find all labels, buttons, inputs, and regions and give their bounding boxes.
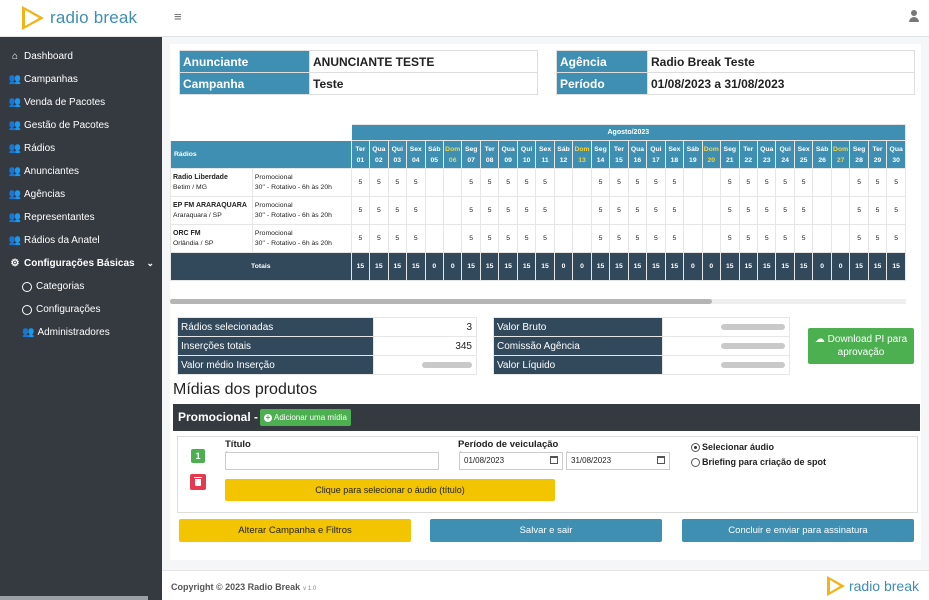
- insertion-cell[interactable]: 5: [757, 225, 775, 253]
- option-briefing-spot[interactable]: Briefing para criação de spot: [691, 457, 826, 467]
- topbar: [162, 0, 929, 37]
- total-cell: 15: [536, 253, 554, 281]
- anunciante-value: ANUNCIANTE TESTE: [310, 51, 538, 73]
- date-start-input[interactable]: 01/08/2023: [459, 452, 563, 470]
- insertion-cell[interactable]: 5: [665, 169, 683, 197]
- day-header: Qua 09: [499, 141, 517, 169]
- insertion-cell[interactable]: 5: [739, 197, 757, 225]
- users-icon: 👥: [8, 189, 22, 200]
- titulo-input[interactable]: [225, 452, 439, 470]
- insertion-cell[interactable]: [554, 197, 572, 225]
- day-header: Sáb 12: [554, 141, 572, 169]
- play-logo-icon: [22, 6, 44, 30]
- insertion-cell[interactable]: [813, 169, 831, 197]
- sidebar-subitem-administradores[interactable]: 👥 Administradores: [22, 327, 110, 338]
- insertion-cell[interactable]: 5: [480, 169, 498, 197]
- footer: [162, 570, 929, 600]
- insertion-cell[interactable]: [554, 225, 572, 253]
- insertion-cell[interactable]: 5: [628, 225, 646, 253]
- concluir-enviar-button[interactable]: Concluir e enviar para assinatura: [682, 519, 914, 542]
- sidebar-item-dashboard[interactable]: ⌂ Dashboard: [0, 45, 162, 68]
- insertion-cell[interactable]: 5: [499, 225, 517, 253]
- day-header: Qua 16: [628, 141, 646, 169]
- insertion-cell[interactable]: 5: [499, 169, 517, 197]
- insertion-cell[interactable]: [425, 169, 443, 197]
- insertion-cell[interactable]: 5: [370, 225, 388, 253]
- day-header: Seg 21: [721, 141, 739, 169]
- total-cell: 15: [739, 253, 757, 281]
- day-header: Ter 22: [739, 141, 757, 169]
- radio-name-cell: EP FM ARARAQUARA Araraquara / SP: [171, 197, 253, 225]
- insertion-cell[interactable]: 5: [794, 225, 812, 253]
- total-cell: 15: [794, 253, 812, 281]
- day-header: Seg 07: [462, 141, 480, 169]
- summary-left: [177, 317, 477, 375]
- insertion-cell[interactable]: 5: [517, 225, 535, 253]
- day-header: Ter 29: [868, 141, 886, 169]
- radios-selecionadas-value: 3: [374, 318, 477, 337]
- anunciante-label: Anunciante: [180, 51, 310, 73]
- valor-bruto-value: [663, 318, 790, 337]
- insertion-cell[interactable]: [702, 197, 720, 225]
- insertion-cell[interactable]: 5: [610, 225, 628, 253]
- day-header: Qua 02: [370, 141, 388, 169]
- redacted-value: [721, 343, 785, 349]
- media-number-badge: 1: [191, 449, 205, 463]
- program-cell: Promocional 30'' - Rotativo - 6h às 20h: [252, 169, 351, 197]
- periodo-veiculacao-label: Período de veiculação: [458, 439, 559, 450]
- day-header: Sex 11: [536, 141, 554, 169]
- day-header: Qui 03: [388, 141, 406, 169]
- total-cell: 15: [480, 253, 498, 281]
- insertion-cell[interactable]: [831, 169, 849, 197]
- table-row: [171, 197, 906, 225]
- table-row: [171, 225, 906, 253]
- total-cell: 0: [443, 253, 461, 281]
- day-header-row: [171, 141, 906, 169]
- insertion-cell[interactable]: 5: [757, 197, 775, 225]
- insertion-cell[interactable]: [684, 169, 702, 197]
- alterar-campanha-button[interactable]: Alterar Campanha e Filtros: [179, 519, 411, 542]
- users-icon: 👥: [8, 97, 22, 108]
- insercoes-totais-value: 345: [374, 337, 477, 356]
- total-cell: 15: [868, 253, 886, 281]
- insertion-cell[interactable]: [425, 197, 443, 225]
- total-cell: 15: [887, 253, 906, 281]
- valor-medio-label: Valor médio Inserção: [178, 356, 374, 375]
- insertion-cell[interactable]: 5: [850, 169, 868, 197]
- insertion-cell[interactable]: 5: [351, 169, 369, 197]
- sidebar-item-radios[interactable]: 👥 Rádios: [8, 143, 56, 154]
- insertion-cell[interactable]: 5: [480, 225, 498, 253]
- insertion-cell[interactable]: 5: [462, 197, 480, 225]
- plus-circle-icon: +: [265, 413, 271, 422]
- insertion-cell[interactable]: 5: [591, 225, 609, 253]
- insertion-cell[interactable]: 5: [610, 197, 628, 225]
- insertion-cell[interactable]: [573, 197, 591, 225]
- day-header: Seg 28: [850, 141, 868, 169]
- insertion-cell[interactable]: 5: [517, 169, 535, 197]
- insertion-cell[interactable]: 5: [628, 197, 646, 225]
- valor-liquido-value: [663, 356, 790, 375]
- insertion-cell[interactable]: 5: [739, 225, 757, 253]
- total-cell: 15: [721, 253, 739, 281]
- sidebar-subitem-configuracoes[interactable]: Configurações: [0, 298, 162, 321]
- sidebar-item-anunciantes[interactable]: 👥 Anunciantes: [8, 166, 80, 177]
- insertion-cell[interactable]: 5: [794, 169, 812, 197]
- day-header: Qui 10: [517, 141, 535, 169]
- add-media-button[interactable]: + Adicionar uma mídia: [260, 409, 351, 426]
- redacted-value: [721, 324, 785, 330]
- insertion-cell[interactable]: 5: [665, 197, 683, 225]
- insertion-cell[interactable]: [702, 169, 720, 197]
- day-header: Dom 27: [831, 141, 849, 169]
- users-icon: 👥: [8, 166, 22, 177]
- sidebar-item-gestao-pacotes[interactable]: 👥 Gestão de Pacotes: [8, 120, 110, 131]
- valor-medio-value: [374, 356, 477, 375]
- campanha-label: Campanha: [180, 73, 310, 95]
- total-cell: 15: [517, 253, 535, 281]
- summary-right: [493, 317, 790, 375]
- insertion-cell[interactable]: [443, 225, 461, 253]
- section-title: Promocional -: [178, 410, 259, 424]
- insertion-cell[interactable]: [443, 197, 461, 225]
- day-header: Dom 20: [702, 141, 720, 169]
- insertion-cell[interactable]: 5: [388, 169, 406, 197]
- program-cell: Promocional 30'' - Rotativo - 6h às 20h: [252, 225, 351, 253]
- total-cell: 15: [388, 253, 406, 281]
- periodo-value: 01/08/2023 a 31/08/2023: [648, 73, 915, 95]
- insertion-cell[interactable]: [443, 169, 461, 197]
- insertion-cell[interactable]: 5: [480, 197, 498, 225]
- total-cell: 15: [776, 253, 794, 281]
- day-header: Qua 23: [757, 141, 775, 169]
- insertion-cell[interactable]: 5: [370, 169, 388, 197]
- agencia-label: Agência: [557, 51, 648, 73]
- radio-name-cell: ORC FM Orlândia / SP: [171, 225, 253, 253]
- insertion-cell[interactable]: 5: [647, 169, 665, 197]
- comissao-label: Comissão Agência: [494, 337, 663, 356]
- insertion-cell[interactable]: [573, 169, 591, 197]
- day-header: Sex 04: [407, 141, 425, 169]
- day-header: Sáb 19: [684, 141, 702, 169]
- brand-logo[interactable]: [0, 0, 162, 37]
- insertion-cell[interactable]: [684, 225, 702, 253]
- insertion-cell[interactable]: 5: [388, 225, 406, 253]
- total-cell: 15: [407, 253, 425, 281]
- insertion-cell[interactable]: [573, 225, 591, 253]
- insertion-cell[interactable]: 5: [721, 197, 739, 225]
- month-header-row: [171, 125, 906, 141]
- insertion-cell[interactable]: [831, 225, 849, 253]
- total-cell: 15: [610, 253, 628, 281]
- insertion-cell[interactable]: 5: [776, 225, 794, 253]
- day-header: Dom 13: [573, 141, 591, 169]
- total-cell: 15: [647, 253, 665, 281]
- select-audio-button[interactable]: Clique para selecionar o áudio (título): [225, 479, 555, 501]
- total-cell: 0: [684, 253, 702, 281]
- program-cell: Promocional 30'' - Rotativo - 6h às 20h: [252, 197, 351, 225]
- total-cell: 15: [757, 253, 775, 281]
- delete-media-button[interactable]: [190, 474, 206, 490]
- insertion-cell[interactable]: 5: [757, 169, 775, 197]
- schedule-scrollbar[interactable]: [170, 299, 906, 304]
- insertion-cell[interactable]: 5: [517, 197, 535, 225]
- medias-title: Mídias dos produtos: [173, 381, 318, 398]
- insertion-cell[interactable]: [554, 169, 572, 197]
- total-cell: 0: [554, 253, 572, 281]
- insertion-cell[interactable]: 5: [887, 197, 906, 225]
- day-header: Qua 30: [887, 141, 906, 169]
- insertion-cell[interactable]: [425, 225, 443, 253]
- trash-icon: [195, 479, 201, 486]
- insertion-cell[interactable]: 5: [850, 197, 868, 225]
- circle-icon: [22, 305, 32, 315]
- sidebar-item-campanhas[interactable]: 👥 Campanhas: [8, 74, 78, 85]
- footer-logo: radio break: [827, 576, 919, 596]
- users-icon: 👥: [8, 235, 22, 246]
- insertion-cell[interactable]: 5: [776, 197, 794, 225]
- campaign-info-right: [556, 50, 915, 96]
- insertion-cell[interactable]: 5: [351, 225, 369, 253]
- insertion-cell[interactable]: 5: [462, 225, 480, 253]
- day-header: Dom 06: [443, 141, 461, 169]
- main-panel: [170, 44, 921, 560]
- insertion-cell[interactable]: 5: [536, 169, 554, 197]
- insertion-cell[interactable]: 5: [721, 169, 739, 197]
- day-header: Sex 25: [794, 141, 812, 169]
- total-cell: 15: [370, 253, 388, 281]
- total-cell: 15: [462, 253, 480, 281]
- users-icon: 👥: [22, 327, 35, 338]
- gear-icon: ⚙: [10, 258, 20, 269]
- redacted-value: [721, 362, 785, 368]
- insertion-cell[interactable]: 5: [407, 169, 425, 197]
- sidebar: [0, 0, 162, 600]
- copyright: Copyright © 2023 Radio Break v 1.0: [171, 582, 317, 592]
- insertion-cell[interactable]: 5: [868, 225, 886, 253]
- insertion-cell[interactable]: [831, 197, 849, 225]
- insertion-cell[interactable]: 5: [499, 197, 517, 225]
- insertion-cell[interactable]: 5: [628, 169, 646, 197]
- total-cell: 0: [425, 253, 443, 281]
- users-icon: 👥: [8, 143, 22, 154]
- total-cell: 0: [831, 253, 849, 281]
- totals-row: [171, 253, 906, 281]
- play-logo-icon: [827, 576, 845, 596]
- cloud-download-icon: ☁: [814, 334, 825, 345]
- insertion-cell[interactable]: 5: [794, 197, 812, 225]
- day-header: Sáb 05: [425, 141, 443, 169]
- insertion-cell[interactable]: 5: [739, 169, 757, 197]
- day-header: Sáb 26: [813, 141, 831, 169]
- insertion-cell[interactable]: 5: [536, 225, 554, 253]
- total-cell: 15: [665, 253, 683, 281]
- periodo-label: Período: [557, 73, 648, 95]
- insertion-cell[interactable]: 5: [665, 225, 683, 253]
- option-select-audio[interactable]: Selecionar áudio: [691, 442, 774, 452]
- download-pi-button[interactable]: ☁ Download PI para aprovação: [808, 328, 914, 364]
- insertion-cell[interactable]: 5: [591, 169, 609, 197]
- totals-label: Totais: [171, 253, 352, 281]
- insercoes-totais-label: Inserções totais: [178, 337, 374, 356]
- day-header: Sex 18: [665, 141, 683, 169]
- table-row: [171, 169, 906, 197]
- month-label: Agosto/2023: [351, 125, 905, 141]
- campaign-info-left: [179, 50, 538, 96]
- users-icon: 👥: [8, 74, 22, 85]
- radios-selecionadas-label: Rádios selecionadas: [178, 318, 374, 337]
- insertion-cell[interactable]: 5: [721, 225, 739, 253]
- insertion-cell[interactable]: 5: [407, 197, 425, 225]
- total-cell: 15: [850, 253, 868, 281]
- schedule-table: [170, 124, 906, 281]
- version: v 1.0: [303, 586, 317, 592]
- day-header: Qui 17: [647, 141, 665, 169]
- insertion-cell[interactable]: 5: [647, 225, 665, 253]
- day-header: Ter 15: [610, 141, 628, 169]
- valor-liquido-label: Valor Líquido: [494, 356, 663, 375]
- radio-selected-icon[interactable]: [691, 443, 700, 452]
- sidebar-item-representantes[interactable]: 👥 Representantes: [8, 212, 95, 223]
- insertion-cell[interactable]: 5: [462, 169, 480, 197]
- total-cell: 0: [573, 253, 591, 281]
- total-cell: 15: [591, 253, 609, 281]
- circle-icon: [22, 282, 32, 292]
- chevron-down-icon: ⌄: [146, 258, 154, 268]
- total-cell: 15: [499, 253, 517, 281]
- insertion-cell[interactable]: 5: [591, 197, 609, 225]
- day-header: Ter 01: [351, 141, 369, 169]
- insertion-cell[interactable]: 5: [868, 169, 886, 197]
- insertion-cell[interactable]: 5: [610, 169, 628, 197]
- insertion-cell[interactable]: 5: [647, 197, 665, 225]
- sidebar-item-venda-pacotes[interactable]: 👥 Venda de Pacotes: [8, 97, 106, 108]
- insertion-cell[interactable]: 5: [370, 197, 388, 225]
- date-end-input[interactable]: 31/08/2023: [566, 452, 670, 470]
- radios-header: Rádios: [171, 141, 352, 169]
- day-header: Ter 08: [480, 141, 498, 169]
- media-item-card: [177, 436, 918, 513]
- promocional-section-header: [173, 404, 920, 431]
- users-icon: 👥: [8, 212, 22, 223]
- sidebar-subitem-categorias[interactable]: Categorias: [0, 275, 162, 298]
- sidebar-item-configuracoes-basicas[interactable]: ⚙ Configurações Básicas ⌄: [0, 252, 162, 275]
- day-header: Qui 24: [776, 141, 794, 169]
- campanha-value: Teste: [310, 73, 538, 95]
- agencia-value: Radio Break Teste: [648, 51, 915, 73]
- scrollbar-thumb[interactable]: [170, 299, 712, 304]
- total-cell: 0: [702, 253, 720, 281]
- sidebar-item-agencias[interactable]: 👥 Agências: [8, 189, 66, 200]
- sidebar-nav: [0, 37, 162, 344]
- insertion-cell[interactable]: 5: [388, 197, 406, 225]
- brand-name: radio break: [50, 8, 138, 27]
- comissao-value: [663, 337, 790, 356]
- users-icon: 👥: [8, 120, 22, 131]
- titulo-label: Título: [225, 439, 251, 450]
- total-cell: 0: [813, 253, 831, 281]
- radio-icon[interactable]: [691, 458, 700, 467]
- total-cell: 15: [628, 253, 646, 281]
- insertion-cell[interactable]: 5: [868, 197, 886, 225]
- insertion-cell[interactable]: [684, 197, 702, 225]
- radio-name-cell: Radio Liberdade Betim / MG: [171, 169, 253, 197]
- home-icon: ⌂: [11, 51, 19, 62]
- salvar-sair-button[interactable]: Salvar e sair: [430, 519, 662, 542]
- insertion-cell[interactable]: 5: [536, 197, 554, 225]
- sidebar-item-radios-anatel[interactable]: 👥 Rádios da Anatel: [8, 235, 100, 246]
- insertion-cell[interactable]: 5: [887, 169, 906, 197]
- insertion-cell[interactable]: 5: [351, 197, 369, 225]
- user-icon[interactable]: [909, 10, 919, 22]
- insertion-cell[interactable]: [813, 225, 831, 253]
- day-header: Seg 14: [591, 141, 609, 169]
- total-cell: 15: [351, 253, 369, 281]
- calendar-icon: [550, 456, 558, 464]
- insertion-cell[interactable]: 5: [407, 225, 425, 253]
- redacted-value: [422, 362, 472, 368]
- insertion-cell[interactable]: 5: [776, 169, 794, 197]
- sidebar-scrollbar[interactable]: [0, 596, 148, 600]
- insertion-cell[interactable]: [813, 197, 831, 225]
- menu-toggle-icon[interactable]: ≡: [174, 9, 182, 24]
- insertion-cell[interactable]: 5: [850, 225, 868, 253]
- insertion-cell[interactable]: [702, 225, 720, 253]
- calendar-icon: [657, 456, 665, 464]
- insertion-cell[interactable]: 5: [887, 225, 906, 253]
- valor-bruto-label: Valor Bruto: [494, 318, 663, 337]
